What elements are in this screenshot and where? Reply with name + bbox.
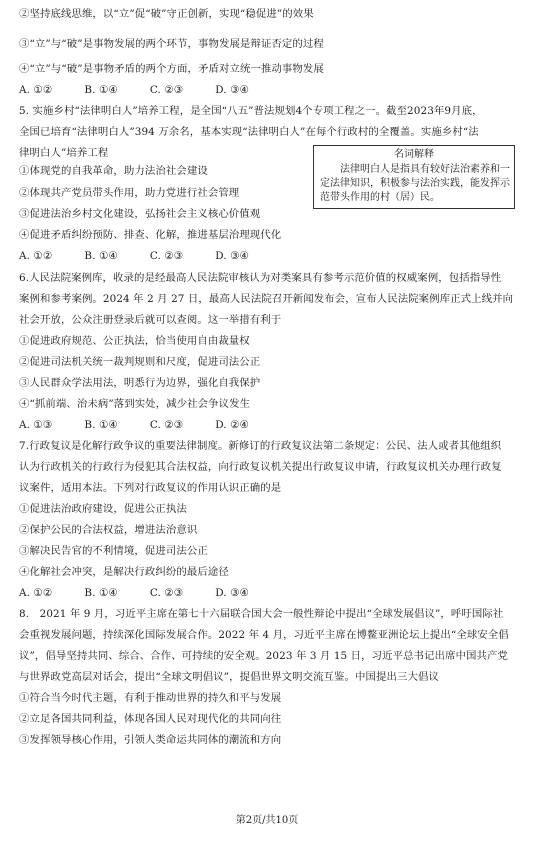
- q4-answer-choices: [19, 84, 519, 97]
- q4-choice-a: A. ①②: [19, 84, 53, 96]
- q4-option-2: ②坚持底线思维，以“立”促“破”守正创新，实现“稳促进”的效果: [19, 8, 314, 20]
- q6-option-1: ①促进政府规范、公正执法，恰当使用自由裁量权: [19, 335, 250, 347]
- q5-choice-a: A. ①②: [19, 250, 53, 262]
- q5-choice-d: D. ③④: [215, 250, 249, 262]
- q5-option-2: ②体现共产党员带头作用，助力党进行社会管理: [19, 187, 240, 199]
- q6-option-2: ②促进司法机关统一裁判规则和尺度，促进司法公正: [19, 356, 261, 368]
- q5-choice-c: C. ②③: [149, 250, 184, 262]
- q7-stem-line-1: 7.行政复议是化解行政争议的重要法律制度。新修订的行政复议法第二条规定：公民、法人或者其他组织: [19, 440, 502, 452]
- q6-choice-a: A. ①③: [19, 419, 53, 431]
- q4-choice-d: D. ③④: [215, 84, 249, 96]
- q6-answer-choices: [19, 419, 519, 432]
- q8-option-2: ②立足各国共同利益，体现各国人民对现代化的共同向往: [19, 713, 282, 725]
- q5-stem-line-3: 律明白人”培养工程: [19, 147, 109, 159]
- q8-stem-line-1: 8. 2021 年 9 月，习近平主席在第七十六届联合国大会一般性辩论中提出“全球发展倡议”，呼吁国际社: [19, 608, 504, 620]
- q7-option-3: ③解决民告官的不利情境，促进司法公正: [19, 545, 208, 557]
- q8-option-3: ③发挥领导核心作用，引领人类命运共同体的潮流和方向: [19, 734, 282, 746]
- q7-option-1: ①促进法治政府建设，促进公正执法: [19, 503, 187, 515]
- q8-option-1: ①符合当今时代主题，有利于推动世界的持久和平与发展: [19, 692, 282, 704]
- q6-choice-b: B. ①④: [84, 419, 118, 431]
- q6-choice-c: C. ②③: [149, 419, 184, 431]
- q5-option-4: ④促进矛盾纠纷预防、排查、化解，推进基层治理现代化: [19, 229, 282, 241]
- q7-choice-c: C. ②③: [149, 587, 184, 599]
- q6-stem-line-3: 社会开放，公众注册登录后就可以查阅。这一举措有利于: [19, 314, 282, 326]
- q7-choice-d: D. ③④: [215, 587, 249, 599]
- q7-choice-b: B. ①④: [84, 587, 118, 599]
- q4-choice-b: B. ①④: [84, 84, 118, 96]
- q5-stem-line-1: 5. 实施乡村“法律明白人”培养工程，是全国“八五”普法规划4个专项工程之一。截至2023年9月底，: [19, 105, 483, 117]
- q8-stem-line-2: 会重视发展问题，持续深化国际发展合作。2022 年 4 月，习近平主席在博鳌亚洲论坛上提出“全球安全倡: [19, 629, 509, 641]
- q5-option-1: ①体现党的自我革命，助力法治社会建设: [19, 165, 208, 177]
- q5-answer-choices: [19, 250, 519, 263]
- q5-option-3: ③促进法治乡村文化建设，弘扬社会主义核心价值观: [19, 208, 261, 220]
- q7-stem-line-3: 议案件，适用本法。下列对行政复议的作用认识正确的是: [19, 482, 282, 494]
- q6-stem-line-1: 6.人民法院案例库，收录的是经最高人民法院审核认为对类案具有参考示范价值的权威案例，包括指导性: [19, 272, 502, 284]
- q4-choice-c: C. ②③: [149, 84, 184, 96]
- q7-answer-choices: [19, 587, 519, 600]
- q7-choice-a: A. ①②: [19, 587, 53, 599]
- q6-choice-d: D. ②④: [215, 419, 249, 431]
- q8-stem-line-4: 与世界政党高层对话会，提出“全球文明倡议”，提倡世界文明交流互鉴。中国提出三大倡议: [19, 671, 439, 683]
- glossary-title: 名词解释: [394, 149, 434, 160]
- q6-option-4: ④“抓前端、治未病”落到实处，减少社会争议发生: [19, 398, 251, 410]
- q6-stem-line-2: 案例和参考案例。2024 年 2 月 27 日，最高人民法院召开新闻发布会，宣布人民法院案例库正式上线并向: [19, 293, 514, 305]
- glossary-body: 法律明白人是指具有较好法治素养和一定法律知识，积极参与法治实践，能发挥示范带头作用的村（居）民。: [320, 164, 510, 203]
- q7-stem-line-2: 认为行政机关的行政行为侵犯其合法权益，向行政复议机关提出行政复议申请，行政复议机关办理行政复: [19, 461, 502, 473]
- q5-choice-b: B. ①④: [84, 250, 118, 262]
- q5-stem-line-2: 全国已培育“法律明白人”394 万余名，基本实现“法律明白人”在每个行政村的全覆盖。实施乡村“法: [19, 126, 479, 138]
- q7-option-2: ②保护公民的合法权益，增进法治意识: [19, 524, 198, 536]
- q8-stem-line-3: 议”，倡导坚持共同、综合、合作、可持续的安全观。2023 年 3 月 15 日，习近平总书记出席中国共产党: [19, 650, 509, 662]
- glossary-box: [313, 145, 515, 209]
- q4-option-4: ④“立”与“破”是事物矛盾的两个方面，矛盾对立统一推动事物发展: [19, 63, 324, 75]
- q6-option-3: ③人民群众学法用法，明悉行为边界，强化自我保护: [19, 377, 261, 389]
- page-number: 第2页/共10页: [235, 815, 299, 826]
- q7-option-4: ④化解社会冲突，是解决行政纠纷的最后途径: [19, 566, 229, 578]
- q4-option-3: ③“立”与“破”是事物发展的两个环节，事物发展是辩证否定的过程: [19, 38, 324, 50]
